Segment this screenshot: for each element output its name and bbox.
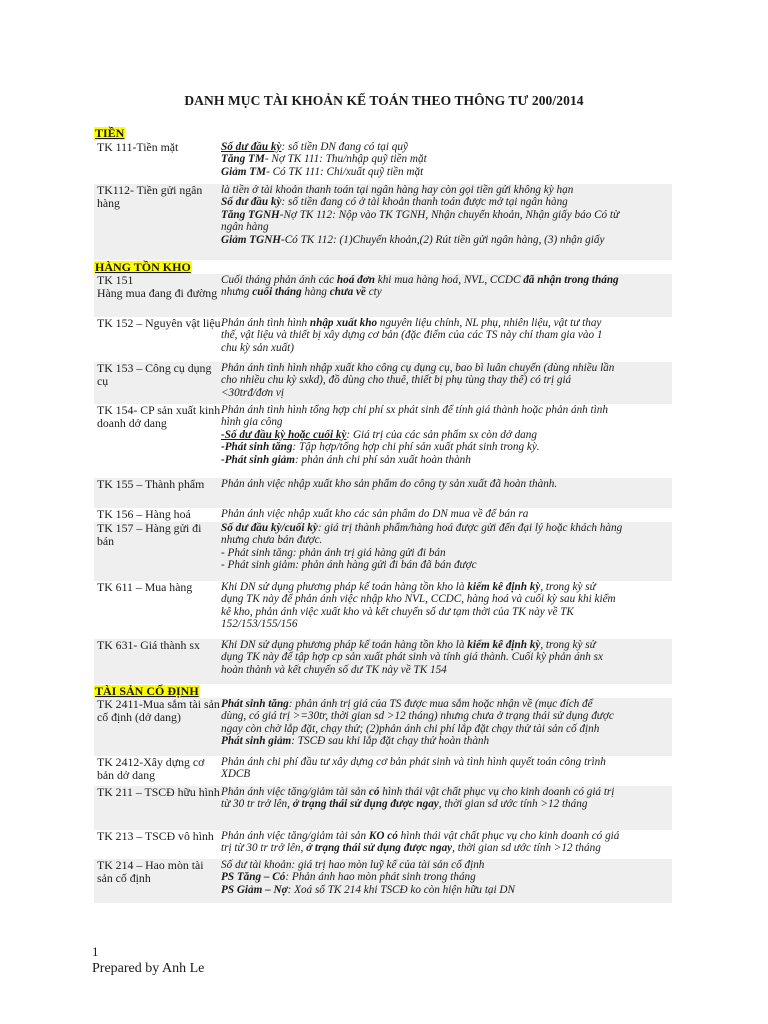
text-run: thế, vật liệu và thiết bị xây dựng cơ bản (đặc điểm của các TS này chỉ tham gia vào 1 bbox=[221, 329, 603, 342]
account-description bbox=[221, 404, 672, 466]
section-heading-tien bbox=[94, 126, 672, 141]
text-run: : TSCĐ sau khi lắp đặt chạy thử hoàn thành bbox=[291, 735, 490, 748]
text-run: Phản ánh tình hình tổng hợp chi phí sx phát sinh để tính giá thành hoặc phản ánh tình bbox=[221, 404, 608, 416]
account-row-tk112 bbox=[94, 184, 672, 260]
text-run: KO có bbox=[368, 830, 398, 842]
text-run: : Xoá sổ TK 214 khi TSCĐ ko còn hiện hữu tại DN bbox=[287, 883, 515, 896]
description-line bbox=[221, 768, 672, 780]
text-run: dụng TK này để phản ánh việc nhập kho NVL, CCDC, hàng hoá và cuối kỳ sau khi kiểm bbox=[221, 593, 616, 606]
account-name: TK 151 Hàng mua đang đi đường bbox=[97, 273, 218, 300]
account-row-tk157 bbox=[94, 522, 672, 581]
text-run: trị từ 30 tr trở lên, bbox=[221, 842, 307, 855]
text-run: - Phát sinh giảm: phản ánh hàng gửi đi bán đã bán được bbox=[221, 559, 477, 572]
text-run: đã nhận trong tháng bbox=[523, 274, 619, 286]
description-line bbox=[221, 342, 672, 354]
description-line bbox=[221, 416, 672, 428]
text-run: Phản ánh chi phí đầu tư xây dựng cơ bản phát sinh và tình hình quyết toán công trình bbox=[221, 756, 606, 768]
text-run: : phản ánh trị giá của TS được mua sắm hoặc nhận về (mục đích để bbox=[288, 698, 593, 710]
description-line bbox=[221, 441, 672, 453]
text-run: kiểm kê định kỳ bbox=[467, 581, 541, 593]
account-description bbox=[221, 698, 672, 748]
text-run: ở trạng thái sử dụng được ngay bbox=[292, 798, 439, 811]
account-row-tk611 bbox=[94, 581, 672, 639]
account-description bbox=[221, 317, 672, 354]
text-run: từ 30 tr trở lên, bbox=[221, 798, 293, 811]
account-name: TK 213 – TSCĐ vô hình bbox=[97, 829, 214, 843]
description-line bbox=[221, 374, 672, 386]
account-row-tk156 bbox=[94, 508, 672, 522]
description-line bbox=[221, 593, 672, 605]
text-run: , trong kỳ sử bbox=[540, 639, 596, 651]
description-line bbox=[221, 651, 672, 663]
account-name: TK 111-Tiền mặt bbox=[97, 140, 179, 154]
description-line bbox=[221, 209, 672, 221]
description-line bbox=[221, 329, 672, 341]
description-line bbox=[221, 166, 672, 178]
text-run: : Tập hợp/tổng hợp chi phí sản xuất phát sinh trong kỳ. bbox=[292, 441, 540, 454]
text-run: -Có TK 112: (1)Chuyển khoản,(2) Rút tiền gửi ngân hàng, (3) nhận giấy bbox=[280, 233, 605, 246]
description-line bbox=[221, 871, 672, 883]
account-row-tk151 bbox=[94, 274, 672, 317]
description-line bbox=[221, 362, 672, 374]
description-line bbox=[221, 508, 672, 520]
text-run: Giảm TGNH bbox=[221, 233, 281, 246]
text-run: : Giá trị của các sản phẩm sx còn dở dang bbox=[346, 428, 537, 441]
text-run: Số dư đầu kỳ/cuối kỳ bbox=[221, 522, 318, 534]
account-row-tk111 bbox=[94, 141, 672, 184]
description-line bbox=[221, 478, 672, 490]
account-description bbox=[221, 639, 672, 676]
description-line bbox=[221, 698, 672, 710]
text-run: Phát sinh tăng bbox=[221, 698, 289, 710]
text-run: dụng TK này để tập hợp cp sản xuất phát sinh và tính giá thành. Cuối kỳ phản ánh sx bbox=[221, 651, 603, 664]
text-run: Phát sinh giảm bbox=[221, 735, 292, 748]
text-run: hoá đơn bbox=[336, 274, 375, 286]
description-line bbox=[221, 786, 672, 798]
text-run: Số dư tài khoản: giá trị hao mòn luỹ kế của tài sản cố định bbox=[221, 859, 485, 871]
description-line bbox=[221, 710, 672, 722]
description-line bbox=[221, 221, 672, 233]
text-run: Phản ánh việc nhập xuất kho sản phẩm do công ty sản xuất đã hoàn thành. bbox=[221, 478, 558, 490]
description-line bbox=[221, 559, 672, 571]
description-line bbox=[221, 618, 672, 630]
account-name: TK 611 – Mua hàng bbox=[97, 580, 193, 594]
account-row-tk214 bbox=[94, 859, 672, 903]
page-number: 1 bbox=[92, 944, 99, 959]
text-run: Cuối tháng phản ánh các bbox=[221, 274, 337, 286]
text-run: -Số dư đầu kỳ hoặc cuối kỳ bbox=[221, 428, 347, 441]
text-run: -Phát sinh tăng bbox=[221, 441, 293, 454]
text-run: Số dư đầu kỳ bbox=[221, 141, 282, 153]
description-line bbox=[221, 141, 672, 153]
section-heading-tai-san-co-dinh bbox=[94, 684, 672, 698]
account-name: TK 631- Giá thành sx bbox=[97, 638, 200, 652]
text-run: nhưng chưa bán được. bbox=[221, 534, 323, 547]
text-run: ngân hàng bbox=[221, 221, 269, 234]
text-run: Phản ánh việc tăng/giảm tài sản bbox=[221, 830, 369, 842]
text-run: : số tiền DN đang có tại quỹ bbox=[281, 141, 408, 153]
account-description bbox=[221, 478, 672, 490]
text-run: : phản ánh chi phí sản xuất hoàn thành bbox=[294, 453, 471, 466]
description-line bbox=[221, 274, 672, 286]
text-run: : Phản ánh hao mòn phát sinh trong tháng bbox=[285, 871, 476, 884]
text-run: Khi DN sử dụng phương pháp kế toán hàng tồn kho là bbox=[221, 581, 468, 593]
description-line bbox=[221, 859, 672, 871]
account-name: TK 157 – Hàng gửi đi bán bbox=[97, 521, 202, 548]
account-row-tk152 bbox=[94, 317, 672, 362]
account-row-tk2412 bbox=[94, 756, 672, 786]
text-run: Phản ánh tình hình nhập xuất kho công cụ dụng cụ, bao bì luân chuyển (dùng nhiều lần bbox=[221, 362, 615, 374]
account-name: TK 154- CP sản xuất kinh doanh dở dang bbox=[97, 403, 221, 430]
text-run: hình thái vật chất phục vụ cho kinh doanh có giá bbox=[397, 830, 620, 842]
account-row-tk155 bbox=[94, 478, 672, 508]
text-run: Phản ánh tình hình bbox=[221, 317, 310, 329]
section-heading-label: TÀI SẢN CỐ ĐỊNH bbox=[95, 683, 199, 698]
text-run: hình gia công bbox=[221, 416, 283, 429]
account-description bbox=[221, 362, 672, 399]
account-description bbox=[221, 859, 672, 896]
description-line bbox=[221, 387, 672, 399]
text-run: Phản ánh việc nhập xuất kho các sản phẩm do DN mua về để bán ra bbox=[221, 508, 529, 520]
account-description bbox=[221, 141, 672, 178]
section-heading-label: TIỀN bbox=[95, 126, 125, 140]
text-run: kiểm kê định kỳ bbox=[467, 639, 541, 651]
section-heading-hang-ton-kho bbox=[94, 260, 672, 274]
text-run: -Phát sinh giảm bbox=[221, 453, 295, 466]
account-description bbox=[221, 756, 672, 781]
text-run: chu kỳ sản xuất) bbox=[221, 341, 295, 354]
account-row-tk631 bbox=[94, 639, 672, 684]
account-name: TK 2411-Mua sắm tài sản cố định (dở dang) bbox=[97, 697, 220, 724]
account-description bbox=[221, 508, 672, 520]
description-line bbox=[221, 581, 672, 593]
description-line bbox=[221, 884, 672, 896]
description-line bbox=[221, 317, 672, 329]
account-row-tk2411 bbox=[94, 698, 672, 756]
document-title: DANH MỤC TÀI KHOẢN KẾ TOÁN THEO THÔNG TƯ 200/2014 bbox=[184, 93, 584, 108]
account-name: TK 155 – Thành phẩm bbox=[97, 477, 205, 491]
section-heading-label: HÀNG TỒN KHO bbox=[95, 259, 191, 274]
description-line bbox=[221, 234, 672, 246]
account-row-tk211 bbox=[94, 786, 672, 830]
account-name: TK 156 – Hàng hoá bbox=[97, 507, 191, 521]
text-run: hình thái vật chất phục vụ cho kinh doanh có giá trị bbox=[379, 786, 615, 798]
text-run: Tăng TGNH bbox=[221, 208, 280, 221]
description-line bbox=[221, 429, 672, 441]
description-line bbox=[221, 184, 672, 196]
account-description bbox=[221, 830, 672, 855]
description-line bbox=[221, 286, 672, 298]
description-line bbox=[221, 547, 672, 559]
text-run: kê kho, phản ánh việc xuất kho và kết chuyển số dư tạm thời của TK này về TK bbox=[221, 605, 574, 618]
description-line bbox=[221, 842, 672, 854]
account-description bbox=[221, 786, 672, 811]
account-description bbox=[221, 522, 672, 572]
text-run: - Nợ TK 111: Thu/nhập quỹ tiền mặt bbox=[264, 153, 427, 166]
text-run: ngay còn chờ lắp đặt, chạy thử; (2)phản ánh chi phí lắp đặt chạy thử tài sản cố định bbox=[221, 722, 600, 735]
account-list bbox=[94, 126, 672, 903]
text-run: Khi DN sử dụng phương pháp kế toán hàng tồn kho là bbox=[221, 639, 468, 651]
text-run: dùng, có giá trị >=30tr, thời gian sd >12 tháng) nhưng chưa ở trạng thái sử dụng được bbox=[221, 710, 614, 723]
account-name: TK 2412-Xây dựng cơ bản dở dang bbox=[97, 755, 205, 782]
description-line bbox=[221, 454, 672, 466]
account-row-tk213 bbox=[94, 830, 672, 859]
description-line bbox=[221, 196, 672, 208]
text-run: cty bbox=[365, 286, 382, 299]
text-run: -Nợ TK 112: Nộp vào TK TGNH, Nhận chuyển khoản, Nhận giấy báo Có từ bbox=[279, 208, 620, 221]
text-run: PS Giảm – Nợ bbox=[221, 883, 288, 896]
text-run: Số dư đầu kỳ bbox=[221, 196, 282, 209]
description-line bbox=[221, 534, 672, 546]
description-line bbox=[221, 639, 672, 651]
text-run: nhập xuất kho bbox=[309, 317, 378, 329]
text-run: 152/153/155/156 bbox=[221, 618, 298, 631]
text-run: - Phát sinh tăng: phản ánh trị giá hàng gửi đi bán bbox=[221, 546, 446, 559]
description-line bbox=[221, 735, 672, 747]
account-row-tk153 bbox=[94, 362, 672, 404]
text-run: hàng bbox=[301, 286, 330, 299]
account-row-tk154 bbox=[94, 404, 672, 478]
text-run: cuối tháng bbox=[252, 286, 302, 299]
text-run: là tiền ở tài khoản thanh toán tại ngân hàng hay còn gọi tiền gửi không kỳ hạn bbox=[221, 184, 574, 196]
text-run: hoàn thành và kết chuyển số dư TK này về TK 154 bbox=[221, 663, 447, 676]
text-run: PS Tăng – Có bbox=[221, 871, 286, 884]
text-run: có bbox=[368, 786, 380, 798]
text-run: nhưng bbox=[221, 286, 253, 299]
text-run: : giá trị thành phẩm/hàng hoá được gửi đến đại lý hoặc khách hàng bbox=[317, 522, 623, 534]
text-run: , trong kỳ sử bbox=[540, 581, 596, 593]
description-line bbox=[221, 664, 672, 676]
description-line bbox=[221, 830, 672, 842]
account-description bbox=[221, 184, 672, 246]
text-run: Giảm TM bbox=[221, 165, 267, 178]
text-run: <30trđ/đơn vị bbox=[221, 386, 284, 399]
text-run: chưa về bbox=[329, 286, 366, 299]
description-line bbox=[221, 606, 672, 618]
description-line bbox=[221, 723, 672, 735]
account-name: TK 152 – Nguyên vật liệu bbox=[97, 316, 221, 330]
text-run: , thời gian sd ước tính >12 tháng bbox=[438, 798, 588, 811]
text-run: Phản ánh việc tăng/giảm tài sản bbox=[221, 786, 369, 798]
description-line bbox=[221, 153, 672, 165]
description-line bbox=[221, 756, 672, 768]
account-name: TK 211 – TSCĐ hữu hình bbox=[97, 785, 220, 799]
account-name: TK 153 – Công cụ dụng cụ bbox=[97, 361, 212, 388]
account-name: TK112- Tiền gửi ngân hàng bbox=[97, 183, 203, 210]
text-run: Tăng TM bbox=[221, 153, 265, 166]
description-line bbox=[221, 522, 672, 534]
account-description bbox=[221, 274, 672, 299]
text-run: khi mua hàng hoá, NVL, CCDC bbox=[374, 274, 524, 286]
account-name: TK 214 – Hao mòn tài sản cố định bbox=[97, 858, 204, 885]
text-run: nguyên liệu chính, NL phụ, nhiên liệu, vật tư thay bbox=[377, 317, 602, 329]
text-run: , thời gian sd ước tính >12 tháng bbox=[452, 842, 601, 855]
text-run: - Có TK 111: Chi/xuất quỹ tiền mặt bbox=[266, 165, 424, 178]
description-line bbox=[221, 798, 672, 810]
prepared-by: Prepared by Anh Le bbox=[92, 961, 205, 976]
text-run: : số tiền đang có ở tài khoản thanh toán được mở tại ngân hàng bbox=[281, 196, 568, 209]
account-description bbox=[221, 581, 672, 631]
text-run: XDCB bbox=[221, 768, 251, 781]
text-run: ở trạng thái sử dụng được ngay bbox=[306, 842, 453, 855]
description-line bbox=[221, 404, 672, 416]
text-run: cho nhiều chu kỳ sxkd), đồ dùng cho thuê, thiết bị phụ tùng thay thế) có trị giá bbox=[221, 374, 572, 387]
